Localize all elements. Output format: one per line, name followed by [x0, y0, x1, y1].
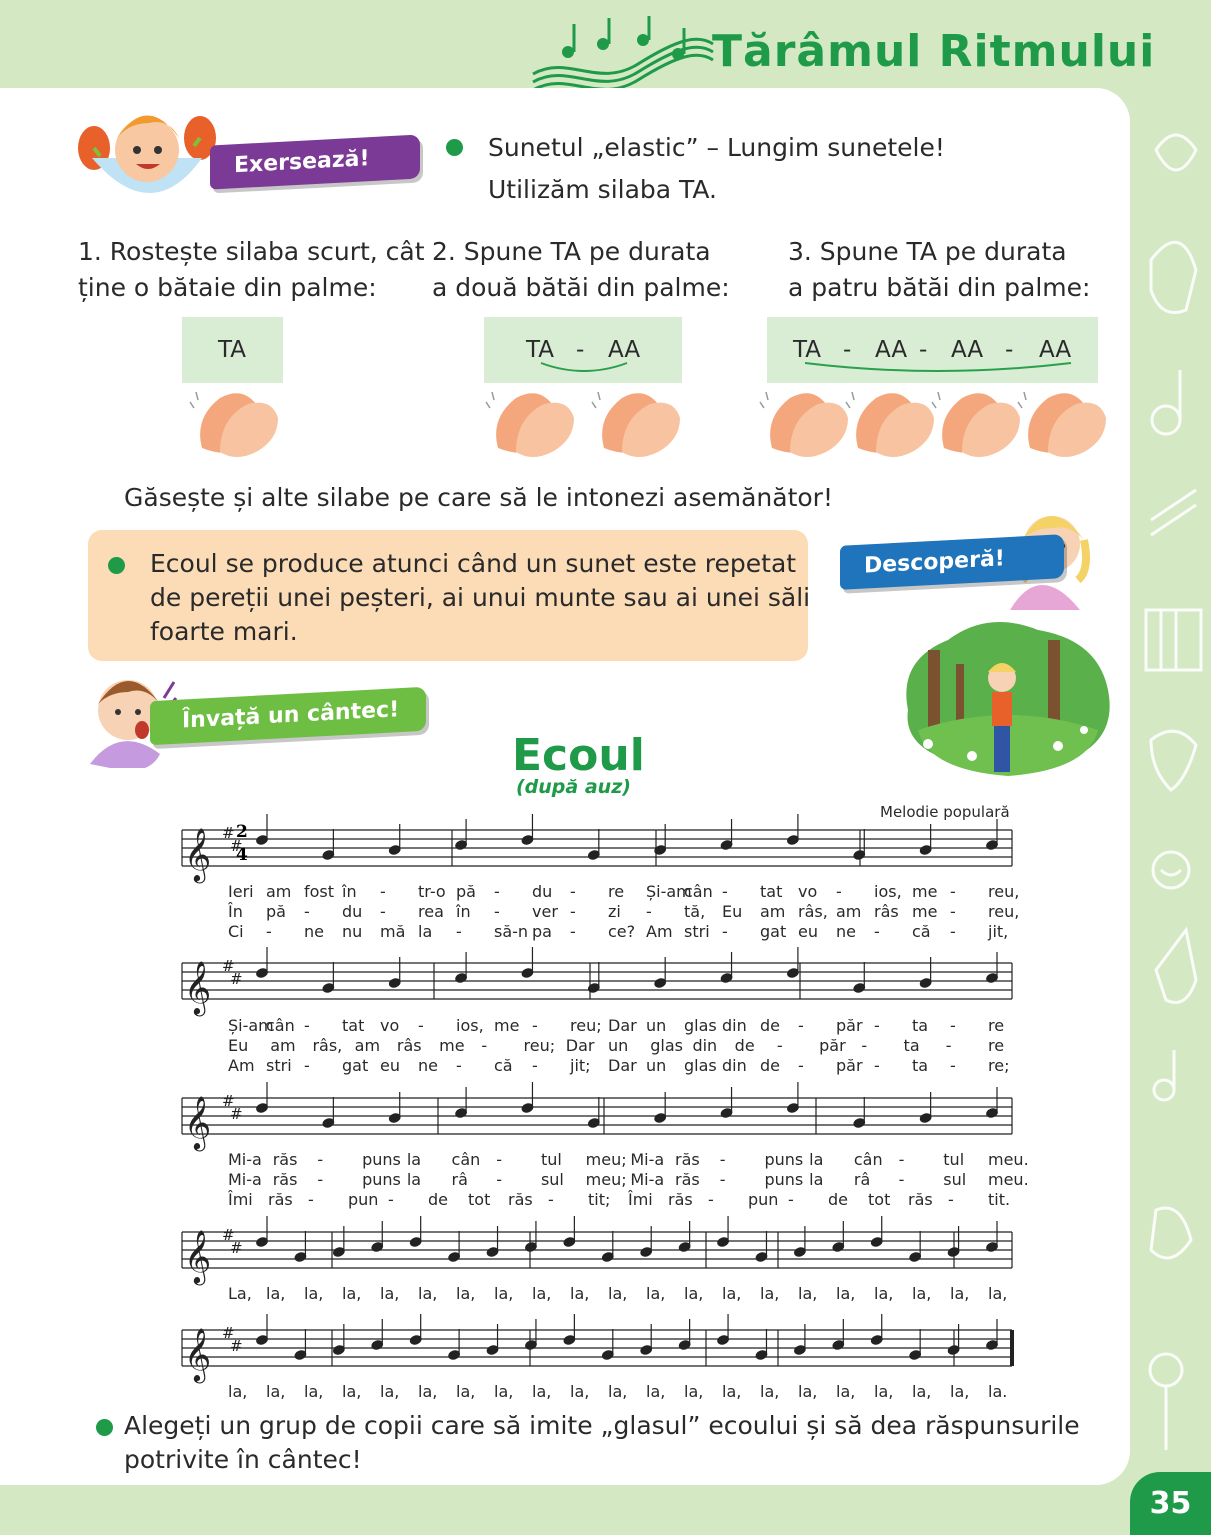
exercise-banner: Exersează! [210, 134, 420, 189]
lyric-syllable: din [692, 1036, 718, 1055]
lyric-syllable: - [798, 1016, 804, 1035]
lyric-syllable: - [548, 1190, 554, 1209]
lyric-syllable: - [719, 1150, 726, 1169]
echo-line-1: Ecoul se produce atunci când un sunet este repetat [150, 549, 797, 578]
lyric-syllable: re [608, 882, 625, 901]
sharp-icon: # [230, 970, 243, 988]
lyric-syllable: Eu [228, 1036, 249, 1055]
syllable: AA [951, 337, 984, 363]
lyric-syllable: vo [798, 882, 818, 901]
lyric-syllable: ne [836, 922, 856, 941]
lyric-syllable: la, [380, 1284, 400, 1303]
lyric-syllable: la, [608, 1382, 628, 1401]
lyric-syllable: pun [748, 1190, 779, 1209]
lyric-syllable: - [418, 1016, 424, 1035]
lyric-syllable: Mi-a [630, 1170, 665, 1189]
step-3-line-1: 3. Spune TA pe durata [788, 237, 1067, 266]
lyric-syllable: din [722, 1016, 747, 1035]
lyric-syllable: cân [266, 1016, 295, 1035]
lyric-syllable: - [950, 902, 956, 921]
lyric-syllable: de [760, 1016, 780, 1035]
lyric-syllable: - [898, 1150, 905, 1169]
treble-clef-icon: 𝄞 [184, 1095, 212, 1149]
sharp-icon: # [222, 957, 235, 975]
lyric-syllable: la, [228, 1382, 248, 1401]
lyric-syllable: me [912, 882, 938, 901]
lyric-syllable: tul [540, 1150, 562, 1169]
lyric-syllable: răs [268, 1190, 293, 1209]
lyric-syllable: la, [760, 1382, 780, 1401]
lyric-syllable: Și-am [228, 1016, 274, 1035]
lyric-syllable: la, [912, 1382, 932, 1401]
lyric-syllable: păr [836, 1016, 863, 1035]
lyric-syllable: Și-am [646, 882, 692, 901]
closing-bullet [96, 1410, 113, 1446]
lyric-syllable: eu [798, 922, 818, 941]
bullet-icon [96, 1419, 113, 1436]
lyric-syllable: la, [418, 1382, 438, 1401]
lyric-syllable: râs, [312, 1036, 343, 1055]
lyric-syllable: rea [418, 902, 444, 921]
lyric-syllable: în [456, 902, 471, 921]
lyric-syllable: meu. [988, 1170, 1029, 1189]
lyric-syllable: - [266, 922, 272, 941]
lyric-syllable: tit; [588, 1190, 611, 1209]
lyric-syllable: - [317, 1170, 324, 1189]
lyric-syllable: stri [684, 922, 710, 941]
lyric-syllable: răs [675, 1170, 700, 1189]
lyric-syllable: la, [570, 1382, 590, 1401]
lyric-syllable: - [570, 902, 576, 921]
lyric-syllable: de [428, 1190, 448, 1209]
treble-clef-icon: 𝄞 [184, 827, 212, 881]
lyric-syllable: la, [456, 1284, 476, 1303]
composer-label: Melodie populară [880, 803, 1010, 821]
lyric-syllable: - [317, 1150, 324, 1169]
lyric-syllable: - [950, 1016, 956, 1035]
lyric-syllable: râs [874, 902, 899, 921]
lyric-syllable: să-n [494, 922, 529, 941]
lyric-syllable: - [532, 1016, 538, 1035]
lyric-syllable: du [342, 902, 363, 921]
lyric-syllable: pă [456, 882, 476, 901]
lyric-syllable: - [874, 1016, 880, 1035]
lyric-syllable: - [304, 1056, 310, 1075]
intro-line-2: Utilizăm silaba TA. [488, 175, 717, 204]
lyric-syllable: - [380, 882, 386, 901]
lyric-syllable: Ieri [228, 882, 254, 901]
lyric-syllable: la, [494, 1284, 514, 1303]
lyric-syllable: nu [342, 922, 363, 941]
lyric-syllable: am [836, 902, 862, 921]
lyric-syllable: - [646, 902, 652, 921]
lyric-syllable: - [496, 1150, 503, 1169]
lyric-syllable: la, [532, 1382, 552, 1401]
lyric-syllable: fost [304, 882, 335, 901]
lyric-syllable: jit, [988, 922, 1009, 941]
treble-clef-icon: 𝄞 [184, 960, 212, 1014]
lyric-syllable: - [304, 1016, 310, 1035]
lyric-syllable: la, [836, 1284, 856, 1303]
lyric-syllable: ver [532, 902, 558, 921]
lyric-syllable: me [494, 1016, 520, 1035]
lyric-syllable: tat [342, 1016, 365, 1035]
lyric-syllable: meu. [988, 1150, 1029, 1169]
lyric-syllable: ta [912, 1056, 929, 1075]
page-title: Tărâmul Ritmului [712, 26, 1156, 77]
lyric-syllable: - [950, 882, 956, 901]
lyric-syllable: la, [456, 1382, 476, 1401]
lyric-syllable: ne [304, 922, 324, 941]
lyric-syllable: re [988, 1016, 1005, 1035]
lyric-syllable: - [708, 1190, 714, 1209]
discover-banner: Descoperă! [840, 534, 1064, 590]
lyric-syllable: - [948, 1190, 954, 1209]
lyric-syllable: la, [532, 1284, 552, 1303]
lyric-syllable: - [388, 1190, 394, 1209]
lyric-syllable: la, [646, 1382, 666, 1401]
lyric-syllable: glas [684, 1016, 717, 1035]
lyric-syllable: Mi-a [630, 1150, 665, 1169]
lyric-syllable: păr [819, 1036, 846, 1055]
lyric-syllable: pă [266, 902, 286, 921]
lyric-syllable: la, [304, 1284, 324, 1303]
intro-line-1: Sunetul „elastic” – Lungim sunetele! [488, 133, 945, 162]
sharp-icon: # [222, 1324, 235, 1342]
lyric-syllable: - [570, 922, 576, 941]
lyric-syllable: - [380, 902, 386, 921]
syllable: TA [218, 337, 246, 363]
staff [182, 1324, 1012, 1383]
lyric-syllable: la, [950, 1382, 970, 1401]
echo-line-3: foarte mari. [150, 617, 298, 646]
lyric-syllable: la, [494, 1382, 514, 1401]
lyric-syllable: că [912, 922, 931, 941]
lyric-syllable: la, [722, 1284, 742, 1303]
lyric-syllable: la, [342, 1284, 362, 1303]
lyric-syllable: eu [380, 1056, 400, 1075]
lyric-syllable: Ci [228, 922, 244, 941]
lyric-syllable: La, [228, 1284, 252, 1303]
step-2-line-2: a două bătăi din palme: [432, 273, 730, 302]
lyric-syllable: de [760, 1056, 780, 1075]
lyric-syllable: Eu [722, 902, 743, 921]
lyric-syllable: - [950, 922, 956, 941]
lyric-syllable: Am [646, 922, 673, 941]
lyric-syllable: - [722, 922, 728, 941]
lyric-syllable: râ [451, 1170, 468, 1189]
lyric-syllable: la, [874, 1382, 894, 1401]
lyric-syllable: la, [570, 1284, 590, 1303]
lyric-syllable: Îmi [228, 1190, 253, 1209]
lyric-syllable: - [776, 1036, 783, 1055]
lyric-syllable: mă [380, 922, 406, 941]
lyric-syllable: jit; [570, 1056, 591, 1075]
lyric-syllable: me [439, 1036, 465, 1055]
lyric-syllable: - [950, 1056, 956, 1075]
find-syllables-text: Găsește și alte silabe pe care să le intonezi asemănător! [124, 483, 833, 512]
lyric-syllable: la, [684, 1284, 704, 1303]
lyric-syllable: am [760, 902, 786, 921]
lyric-syllable: la, [342, 1382, 362, 1401]
lyric-syllable: glas [684, 1056, 717, 1075]
lyric-syllable: un [646, 1016, 667, 1035]
lyric-syllable: la [809, 1170, 824, 1189]
lyric-syllable: am [270, 1036, 296, 1055]
lyric-syllable: la, [608, 1284, 628, 1303]
lyric-syllable: puns [362, 1170, 401, 1189]
lyric-syllable: de [828, 1190, 848, 1209]
lyric-syllable: la, [646, 1284, 666, 1303]
lyric-syllable: - [788, 1190, 794, 1209]
lyric-syllable: la [406, 1150, 422, 1169]
lyric-syllable: Dar [608, 1016, 637, 1035]
lyric-syllable: - [481, 1036, 488, 1055]
time-signature-bottom: 4 [236, 845, 248, 865]
lyric-syllable: Am [228, 1056, 255, 1075]
learn-song-banner: Învață un cântec! [150, 687, 426, 745]
lyric-syllable: reu; [523, 1036, 556, 1055]
lyric-syllable: stri [266, 1056, 292, 1075]
step-3-line-2: a patru bătăi din palme: [788, 273, 1091, 302]
lyric-syllable: puns [764, 1170, 804, 1189]
lyric-syllable: râs [396, 1036, 422, 1055]
lyric-syllable: - [456, 1056, 462, 1075]
song-subtitle: (după auz) [516, 776, 631, 798]
lyric-syllable: la, [722, 1382, 742, 1401]
lyric-syllable: pun [348, 1190, 379, 1209]
lyric-syllable: sul [540, 1170, 564, 1189]
closing-line-2: potrivite în cântec! [124, 1445, 362, 1474]
lyric-syllable: răs [272, 1170, 298, 1189]
page-number: 35 [1130, 1472, 1211, 1535]
lyric-syllable: la, [304, 1382, 324, 1401]
lyric-syllable: - [570, 882, 576, 901]
lyric-syllable: re [988, 1036, 1005, 1055]
sharp-icon: # [230, 1337, 243, 1355]
lyric-syllable: tot [868, 1190, 891, 1209]
lyric-syllable: ios, [874, 882, 902, 901]
lyric-syllable: la, [874, 1284, 894, 1303]
lyric-syllable: tat [760, 882, 783, 901]
lyric-syllable: puns [764, 1150, 804, 1169]
syllable: AA [1039, 337, 1072, 363]
lyric-syllable: - [898, 1170, 905, 1189]
lyric-syllable: răs [508, 1190, 533, 1209]
lyric-syllable: tr-o [418, 882, 446, 901]
lyric-syllable: - [494, 902, 500, 921]
step-1-line-2: ține o bătaie din palme: [78, 273, 377, 302]
lyric-syllable: Dar [608, 1056, 637, 1075]
lyric-syllable: la [809, 1150, 824, 1169]
sharp-icon: # [222, 824, 235, 842]
lyric-syllable: gat [760, 922, 787, 941]
time-signature-top: 2 [236, 822, 248, 842]
treble-clef-icon: 𝄞 [184, 1327, 212, 1381]
lyric-syllable: reu; [570, 1016, 602, 1035]
lyric-syllable: re; [988, 1056, 1010, 1075]
song-title: Ecoul [512, 730, 645, 781]
lyric-syllable: la, [684, 1382, 704, 1401]
syllable: AA [608, 337, 641, 363]
lyric-syllable: tit. [988, 1190, 1011, 1209]
dash: - [843, 337, 852, 363]
lyric-syllable: cân [451, 1150, 481, 1169]
sharp-icon: # [222, 1092, 235, 1110]
lyric-syllable: la. [988, 1382, 1008, 1401]
lyric-syllable: du [532, 882, 553, 901]
lyric-syllable: păr [836, 1056, 863, 1075]
lyric-syllable: Dar [565, 1036, 595, 1055]
lyric-syllable: răs [908, 1190, 933, 1209]
lyric-syllable: ta [912, 1016, 929, 1035]
lyric-syllable: - [456, 922, 462, 941]
lyric-syllable: reu, [988, 882, 1020, 901]
lyric-syllable: - [861, 1036, 868, 1055]
lyric-syllable: la, [912, 1284, 932, 1303]
lyric-syllable: zi [608, 902, 621, 921]
sharp-icon: # [230, 837, 243, 855]
lyric-syllable: - [945, 1036, 952, 1055]
dash: - [919, 337, 928, 363]
lyric-syllable: râs, [798, 902, 828, 921]
lyric-syllable: - [874, 922, 880, 941]
staff [182, 1226, 1012, 1285]
lyric-syllable: reu, [988, 902, 1020, 921]
lyric-syllable: la [406, 1170, 422, 1189]
treble-clef-icon: 𝄞 [184, 1229, 212, 1283]
lyric-syllable: am [354, 1036, 381, 1055]
lyric-syllable: răs [272, 1150, 298, 1169]
lyric-syllable: un [646, 1056, 667, 1075]
lyric-syllable: tot [468, 1190, 491, 1209]
lyric-syllable: - [494, 882, 500, 901]
lyric-syllable: glas [650, 1036, 683, 1055]
lyric-syllable: răs [668, 1190, 693, 1209]
sharp-icon: # [230, 1105, 243, 1123]
lyric-syllable: râ [853, 1170, 871, 1189]
closing-line-1: Alegeți un grup de copii care să imite „glasul” ecoului și să dea răspunsurile [124, 1411, 1080, 1440]
lyric-syllable: - [874, 1056, 880, 1075]
lyric-syllable: răs [675, 1150, 700, 1169]
lyric-syllable: În [228, 902, 243, 921]
lyric-syllable: - [719, 1170, 726, 1189]
lyric-syllable: vo [380, 1016, 400, 1035]
lyric-syllable: ce? [608, 922, 636, 941]
lyric-syllable: - [836, 882, 842, 901]
lyric-syllable: - [722, 882, 728, 901]
lyric-syllable: meu; [585, 1170, 627, 1189]
lyric-syllable: de [734, 1036, 755, 1055]
syllable: TA [793, 337, 821, 363]
lyric-syllable: meu; [585, 1150, 627, 1169]
sharp-icon: # [230, 1239, 243, 1257]
dash: - [1005, 337, 1014, 363]
lyric-syllable: - [798, 1056, 804, 1075]
sharp-icon: # [222, 1226, 235, 1244]
lyric-syllable: la, [988, 1284, 1008, 1303]
lyric-syllable: la, [266, 1382, 286, 1401]
lyric-syllable: că [494, 1056, 513, 1075]
lyric-syllable: la, [798, 1284, 818, 1303]
lyric-syllable: tă, [684, 902, 706, 921]
lyric-syllable: la, [418, 1284, 438, 1303]
lyric-syllable: la, [380, 1382, 400, 1401]
lyric-syllable: la, [266, 1284, 286, 1303]
lyric-syllable: Mi-a [228, 1170, 262, 1189]
lyric-syllable: tul [943, 1150, 965, 1169]
lyric-syllable: la, [836, 1382, 856, 1401]
lyric-syllable: la, [760, 1284, 780, 1303]
music-doodles-icon [1136, 90, 1211, 1470]
lyric-syllable: la, [798, 1382, 818, 1401]
lyric-syllable: am [266, 882, 292, 901]
lyric-syllable: sul [943, 1170, 967, 1189]
lyric-syllable: gat [342, 1056, 369, 1075]
lyric-syllable: ios, [456, 1016, 484, 1035]
echo-line-2: de pereții unei peșteri, ai unui munte sau ai unei săli [150, 583, 811, 612]
lyric-syllable: me [912, 902, 938, 921]
lyric-syllable: puns [362, 1150, 401, 1169]
lyric-syllable: - [308, 1190, 314, 1209]
lyric-syllable: cân [684, 882, 713, 901]
lyric-syllable: în [342, 882, 357, 901]
syllable: AA [875, 337, 908, 363]
lyric-syllable: pa [532, 922, 552, 941]
lyric-syllable: ne [418, 1056, 438, 1075]
lyric-syllable: - [496, 1170, 503, 1189]
lyric-syllable: Mi-a [228, 1150, 262, 1169]
step-1-line-1: 1. Rostește silaba scurt, cât [78, 237, 425, 266]
lyric-syllable: - [532, 1056, 538, 1075]
lyric-syllable: ta [903, 1036, 920, 1055]
dash: - [576, 337, 585, 363]
syllable: TA [526, 337, 554, 363]
lyric-syllable: la, [950, 1284, 970, 1303]
lyric-syllable: din [722, 1056, 747, 1075]
lyric-syllable: - [304, 902, 310, 921]
lyric-syllable: cân [853, 1150, 883, 1169]
lyric-syllable: un [608, 1036, 629, 1055]
step-2-line-1: 2. Spune TA pe durata [432, 237, 711, 266]
lyric-syllable: la [418, 922, 433, 941]
lyric-syllable: Îmi [628, 1190, 653, 1209]
